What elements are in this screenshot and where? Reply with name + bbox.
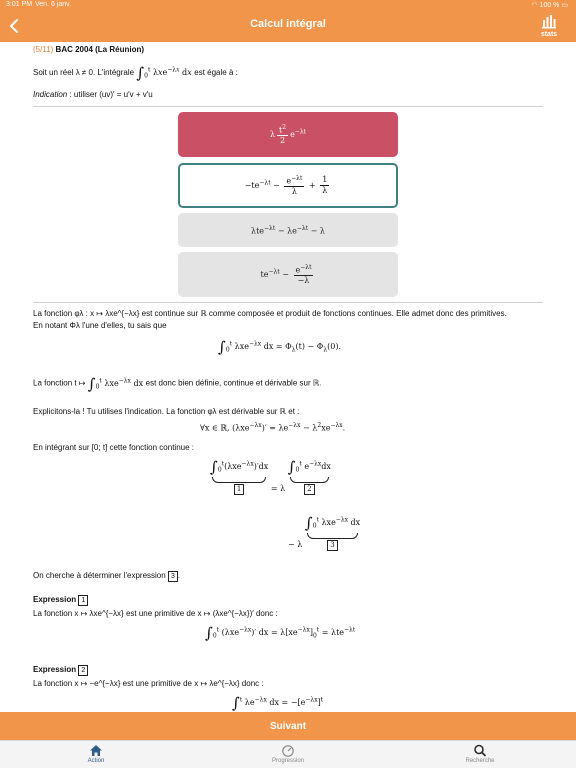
- explanation-paragraph-5: On cherche à déterminer l'expression 3 .: [33, 571, 181, 580]
- stats-label: stats: [540, 31, 558, 38]
- status-date: Ven. 6 janv.: [35, 1, 72, 8]
- battery-icon: ▭: [561, 2, 568, 9]
- wifi-icon: ◠: [531, 2, 538, 9]
- expression-2-title: Expression 2: [33, 664, 548, 676]
- page-title: Calcul intégral: [250, 18, 326, 30]
- tab-action[interactable]: Action: [56, 744, 136, 764]
- explanation-paragraph-1: La fonction φλ : x ↦ λxe^{−λx} est continue sur ℝ comme composée et produit de fonctions continues. Elle admet donc des primitives. En notant Φλ l'une d'elles, tu sais que: [33, 309, 507, 330]
- navigation-bar: [0, 10, 576, 42]
- question-source: BAC 2004 (La Réunion): [55, 45, 145, 54]
- explanation-paragraph-4: En intégrant sur [0; t] cette fonction continue :: [33, 443, 194, 452]
- tab-recherche[interactable]: Recherche: [440, 744, 520, 764]
- search-icon: [473, 744, 487, 757]
- home-icon: [89, 744, 103, 757]
- stats-button[interactable]: [536, 14, 562, 40]
- answer-d-formula: $te^{-\lambda t}$ − $\frac{e^{-\lambda t}}{-\lambda}$: [260, 263, 312, 285]
- tab-progression[interactable]: Progression: [248, 744, 328, 764]
- lesson-content[interactable]: [0, 42, 576, 712]
- answer-choice-d[interactable]: [178, 252, 398, 297]
- hint-text: : utiliser (uv)′ = u′v + v′u: [69, 90, 153, 99]
- equation-integration: $\int_0^t(\lambda xe^{-\lambda x})'dx$ 1 = λ $\int_0^t$ $e^{-\lambda x}dx$ 2: [210, 458, 331, 493]
- question-number: (5/11): [33, 45, 54, 54]
- equation-integration-part3: − λ $\int_0^t$ λxe$^{-\lambda x}$ dx 3: [288, 514, 361, 549]
- expression-1-title: Expression 1: [33, 594, 548, 606]
- question-statement: Soit un réel λ ≠ 0. L'intégrale $\int_0^t$ λxe$^{-\lambda x}$ dx est égale à :: [33, 64, 238, 82]
- answer-choice-a[interactable]: [178, 112, 398, 157]
- hint-line: [33, 90, 153, 99]
- divider: [33, 302, 543, 303]
- status-battery: ◠ 100 % ▭: [531, 2, 568, 9]
- next-button[interactable]: Suivant: [0, 712, 576, 740]
- question-header: [33, 45, 144, 54]
- answer-c-formula: $\lambda te^{-\lambda t} - \lambda e^{-\lambda t} - \lambda$: [251, 224, 325, 236]
- equation-derivative: ∀x ∈ ℝ, $(\lambda xe^{-\lambda x})' = \lambda e^{-\lambda x} - \lambda^2xe^{-\lambda x}$.: [200, 422, 346, 433]
- expression-2-text: La fonction x ↦ −e^{−λx} est une primitive de x ↦ λe^{−λx} donc :: [33, 679, 264, 688]
- answer-choice-b[interactable]: [178, 163, 398, 208]
- tab-bar: [0, 740, 576, 768]
- answer-choice-c[interactable]: [178, 213, 398, 247]
- status-bar: [0, 0, 576, 10]
- status-time: 3:01 PM: [6, 1, 33, 8]
- gauge-icon: [281, 744, 295, 757]
- equation-expression-2: ∫$^t$ $\lambda e^{-\lambda x}$ dx = $-[e^{-\lambda x}]^t$: [232, 694, 324, 712]
- explanation-paragraph-3: Explicitons-la ! Tu utilises l'indication. La fonction φλ est dérivable sur ℝ et :: [33, 407, 300, 416]
- answer-a-formula: λ $\frac{t^2}{2}$ $e^{-\lambda t}$: [269, 123, 307, 145]
- divider: [33, 106, 543, 107]
- explanation-paragraph-2: La fonction t ↦ $\int_0^t$ λxe$^{-\lambda x}$ dx est donc bien définie, continue et dérivable sur ℝ.: [33, 374, 322, 393]
- equation-primitive: $\int_0^t$ λxe$^{-\lambda x}$ dx = $\Phi_\lambda(t) - \Phi_\lambda(0)$.: [218, 338, 341, 356]
- answer-b-formula: $-te^{-\lambda t}$ − $\frac{e^{-\lambda t}}{\lambda}$ + $\frac{1}{\lambda}$: [244, 174, 328, 196]
- bar-chart-icon: [541, 14, 557, 29]
- hint-label: Indication: [33, 90, 68, 99]
- integral-expression: $\int_0^t$ λxe$^{-\lambda x}$ dx: [136, 64, 192, 82]
- equation-expression-1: $\int_0^t$ (λxe$^{-\lambda x}$)′ dx = $\lambda[xe^{-\lambda x}]_0^t = \lambda te^{-\lambda t}$: [205, 624, 356, 642]
- expression-1-text: La fonction x ↦ λxe^{−λx} est une primitive de x ↦ (λxe^{−λx})′ donc :: [33, 609, 278, 618]
